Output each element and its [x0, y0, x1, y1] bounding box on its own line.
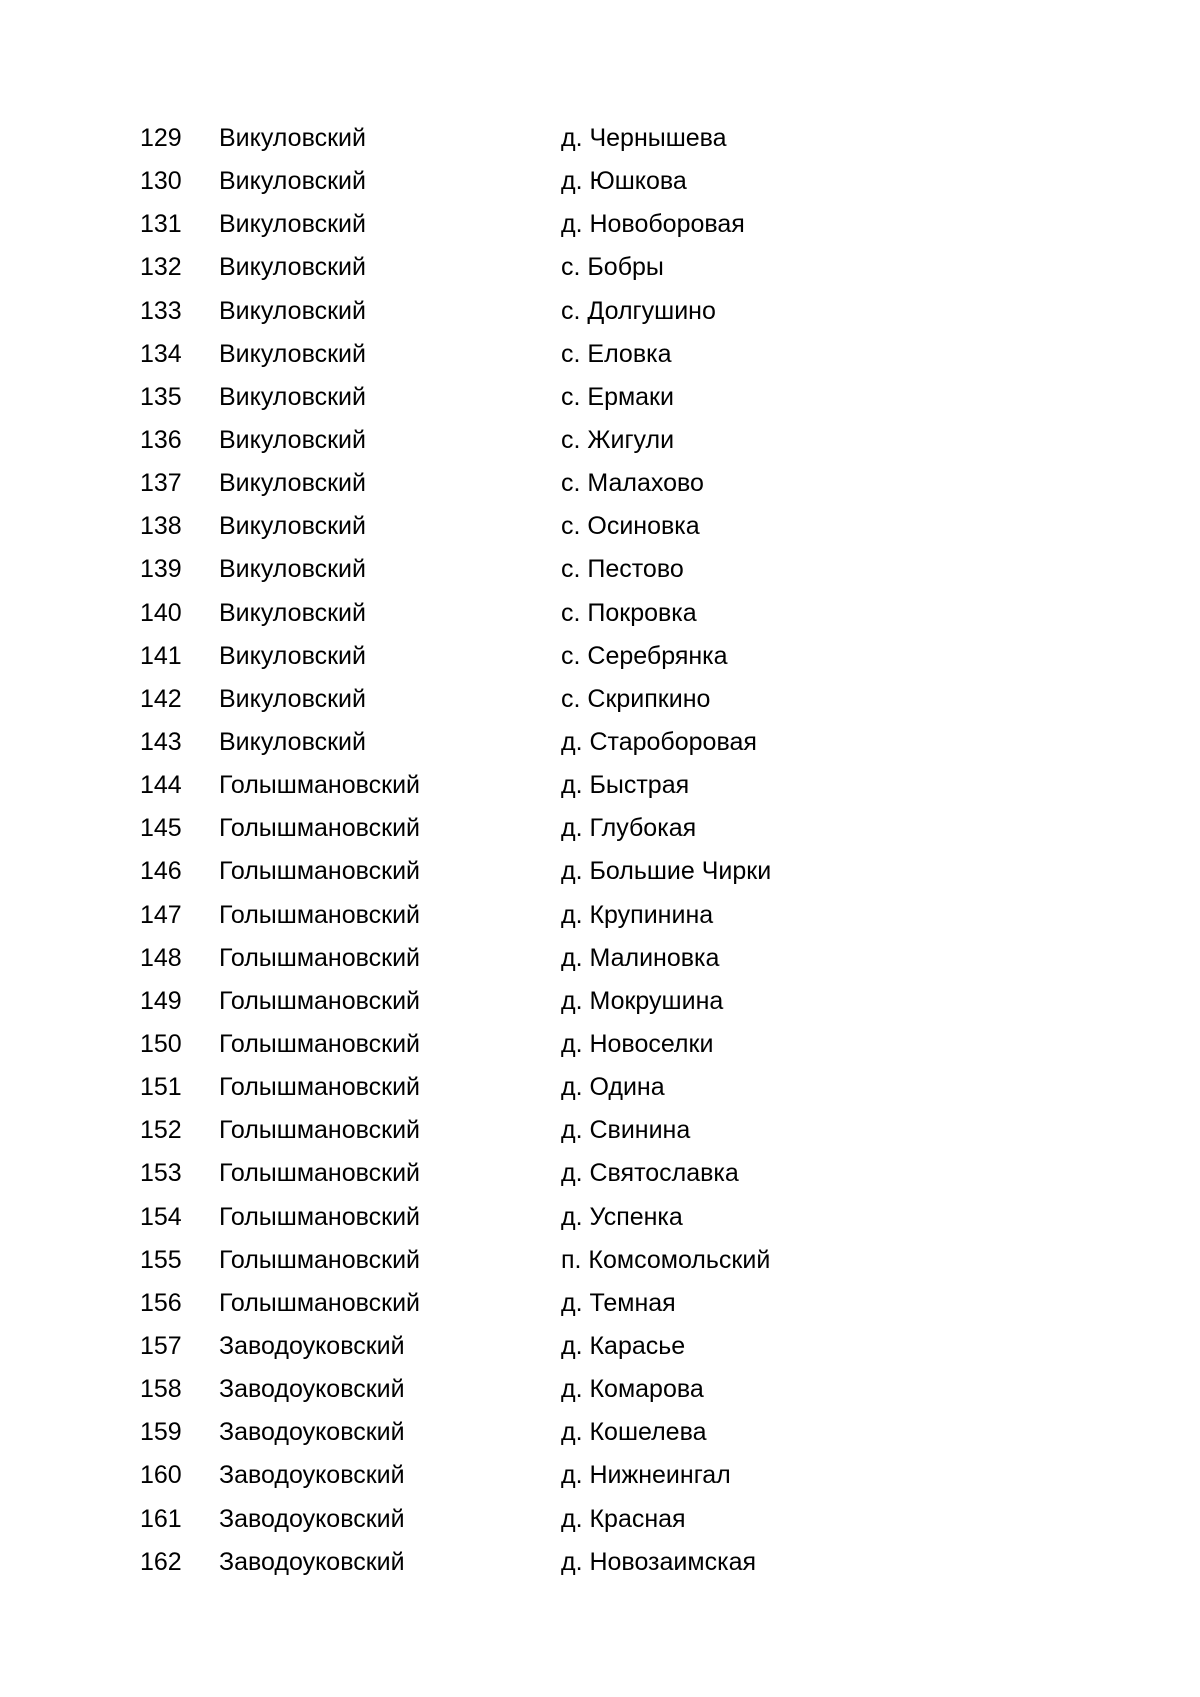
settlement-name: с. Осиновка	[561, 512, 700, 541]
row-number: 148	[140, 943, 182, 972]
list-item	[0, 333, 1200, 376]
list-item	[0, 1066, 1200, 1109]
list-item	[0, 980, 1200, 1023]
district-name: Викуловский	[219, 425, 366, 454]
list-item	[0, 635, 1200, 678]
row-number: 156	[140, 1288, 182, 1317]
list-item	[0, 462, 1200, 505]
row-number: 155	[140, 1245, 182, 1274]
list-item	[0, 721, 1200, 764]
district-name: Голышмановский	[219, 1245, 421, 1274]
row-number: 140	[140, 598, 182, 627]
settlement-name: д. Новоселки	[561, 1029, 714, 1058]
district-name: Голышмановский	[219, 814, 421, 843]
district-name: Голышмановский	[219, 943, 421, 972]
district-name: Заводоуковский	[219, 1461, 405, 1490]
district-name: Викуловский	[219, 167, 366, 196]
settlement-list	[0, 117, 1200, 1584]
list-item	[0, 1541, 1200, 1584]
settlement-name: д. Темная	[561, 1288, 676, 1317]
list-item	[0, 592, 1200, 635]
list-item	[0, 117, 1200, 160]
settlement-name: д. Нижнеингал	[561, 1461, 731, 1490]
district-name: Голышмановский	[219, 1073, 421, 1102]
district-name: Викуловский	[219, 469, 366, 498]
row-number: 130	[140, 167, 182, 196]
settlement-name: д. Успенка	[561, 1202, 683, 1231]
settlement-name: д. Крупинина	[561, 900, 714, 929]
district-name: Викуловский	[219, 210, 366, 239]
district-name: Голышмановский	[219, 1288, 421, 1317]
settlement-name: д. Мокрушина	[561, 986, 724, 1015]
row-number: 129	[140, 124, 182, 152]
list-item	[0, 1368, 1200, 1411]
district-name: Голышмановский	[219, 1029, 421, 1058]
row-number: 138	[140, 512, 182, 541]
settlement-name: д. Новоборовая	[561, 210, 745, 239]
settlement-name: с. Бобры	[561, 253, 664, 282]
district-name: Заводоуковский	[219, 1418, 405, 1447]
row-number: 132	[140, 253, 182, 282]
list-item	[0, 1152, 1200, 1195]
row-number: 159	[140, 1418, 182, 1447]
row-number: 161	[140, 1504, 182, 1533]
settlement-name: д. Юшкова	[561, 167, 687, 196]
settlement-name: д. Святославка	[561, 1159, 739, 1188]
district-name: Голышмановский	[219, 771, 421, 800]
settlement-name: д. Большие Чирки	[561, 857, 772, 886]
settlement-name: с. Скрипкино	[561, 684, 711, 713]
settlement-name: с. Долгушино	[561, 296, 716, 325]
row-number: 136	[140, 425, 182, 454]
settlement-name: д. Кошелева	[561, 1418, 707, 1447]
row-number: 149	[140, 986, 182, 1015]
list-item	[0, 419, 1200, 462]
list-item	[0, 376, 1200, 419]
row-number: 133	[140, 296, 182, 325]
list-item	[0, 1239, 1200, 1282]
district-name: Голышмановский	[219, 986, 421, 1015]
list-item	[0, 1282, 1200, 1325]
district-name: Викуловский	[219, 339, 366, 368]
list-item	[0, 894, 1200, 937]
row-number: 158	[140, 1375, 182, 1404]
list-item	[0, 850, 1200, 893]
row-number: 146	[140, 857, 182, 886]
list-item	[0, 807, 1200, 850]
list-item	[0, 203, 1200, 246]
settlement-name: д. Малиновка	[561, 943, 720, 972]
settlement-name: с. Еловка	[561, 339, 672, 368]
district-name: Голышмановский	[219, 900, 421, 929]
settlement-name: с. Ермаки	[561, 382, 674, 411]
row-number: 157	[140, 1331, 182, 1360]
district-name: Викуловский	[219, 641, 366, 670]
row-number: 150	[140, 1029, 182, 1058]
row-number: 160	[140, 1461, 182, 1490]
list-item	[0, 937, 1200, 980]
list-item	[0, 1325, 1200, 1368]
district-name: Викуловский	[219, 253, 366, 282]
settlement-name: д. Чернышева	[561, 124, 727, 152]
district-name: Викуловский	[219, 382, 366, 411]
list-item	[0, 548, 1200, 591]
district-name: Викуловский	[219, 555, 366, 584]
district-name: Заводоуковский	[219, 1331, 405, 1360]
list-item	[0, 1411, 1200, 1454]
list-item	[0, 505, 1200, 548]
district-name: Викуловский	[219, 727, 366, 756]
settlement-name: д. Староборовая	[561, 727, 757, 756]
row-number: 131	[140, 210, 182, 239]
district-name: Викуловский	[219, 296, 366, 325]
settlement-name: д. Свинина	[561, 1116, 691, 1145]
list-item	[0, 246, 1200, 289]
settlement-name: п. Комсомольский	[561, 1245, 771, 1274]
settlement-name: с. Пестово	[561, 555, 684, 584]
district-name: Викуловский	[219, 124, 366, 152]
row-number: 147	[140, 900, 182, 929]
row-number: 144	[140, 771, 182, 800]
list-item	[0, 1109, 1200, 1152]
district-name: Заводоуковский	[219, 1375, 405, 1404]
district-name: Заводоуковский	[219, 1547, 405, 1576]
settlement-name: д. Новозаимская	[561, 1547, 757, 1576]
row-number: 137	[140, 469, 182, 498]
row-number: 151	[140, 1073, 182, 1102]
settlement-name: с. Серебрянка	[561, 641, 728, 670]
district-name: Викуловский	[219, 512, 366, 541]
list-item	[0, 678, 1200, 721]
list-item	[0, 1498, 1200, 1541]
row-number: 141	[140, 641, 182, 670]
list-item	[0, 1023, 1200, 1066]
row-number: 139	[140, 555, 182, 584]
settlement-name: д. Карасье	[561, 1331, 686, 1360]
settlement-name: с. Покровка	[561, 598, 697, 627]
row-number: 142	[140, 684, 182, 713]
district-name: Голышмановский	[219, 1116, 421, 1145]
row-number: 135	[140, 382, 182, 411]
row-number: 134	[140, 339, 182, 368]
row-number: 152	[140, 1116, 182, 1145]
settlement-name: д. Глубокая	[561, 814, 697, 843]
list-item	[0, 1196, 1200, 1239]
row-number: 162	[140, 1547, 182, 1576]
district-name: Голышмановский	[219, 1202, 421, 1231]
row-number: 154	[140, 1202, 182, 1231]
list-item	[0, 1454, 1200, 1497]
list-item	[0, 290, 1200, 333]
district-name: Заводоуковский	[219, 1504, 405, 1533]
row-number: 143	[140, 727, 182, 756]
district-name: Голышмановский	[219, 857, 421, 886]
row-number: 145	[140, 814, 182, 843]
list-item	[0, 160, 1200, 203]
district-name: Викуловский	[219, 684, 366, 713]
settlement-name: д. Комарова	[561, 1375, 704, 1404]
settlement-name: д. Быстрая	[561, 771, 690, 800]
settlement-name: с. Малахово	[561, 469, 704, 498]
settlement-name: д. Одина	[561, 1073, 665, 1102]
row-number: 153	[140, 1159, 182, 1188]
list-item	[0, 764, 1200, 807]
district-name: Голышмановский	[219, 1159, 421, 1188]
settlement-name: с. Жигули	[561, 425, 675, 454]
district-name: Викуловский	[219, 598, 366, 627]
settlement-name: д. Красная	[561, 1504, 686, 1533]
